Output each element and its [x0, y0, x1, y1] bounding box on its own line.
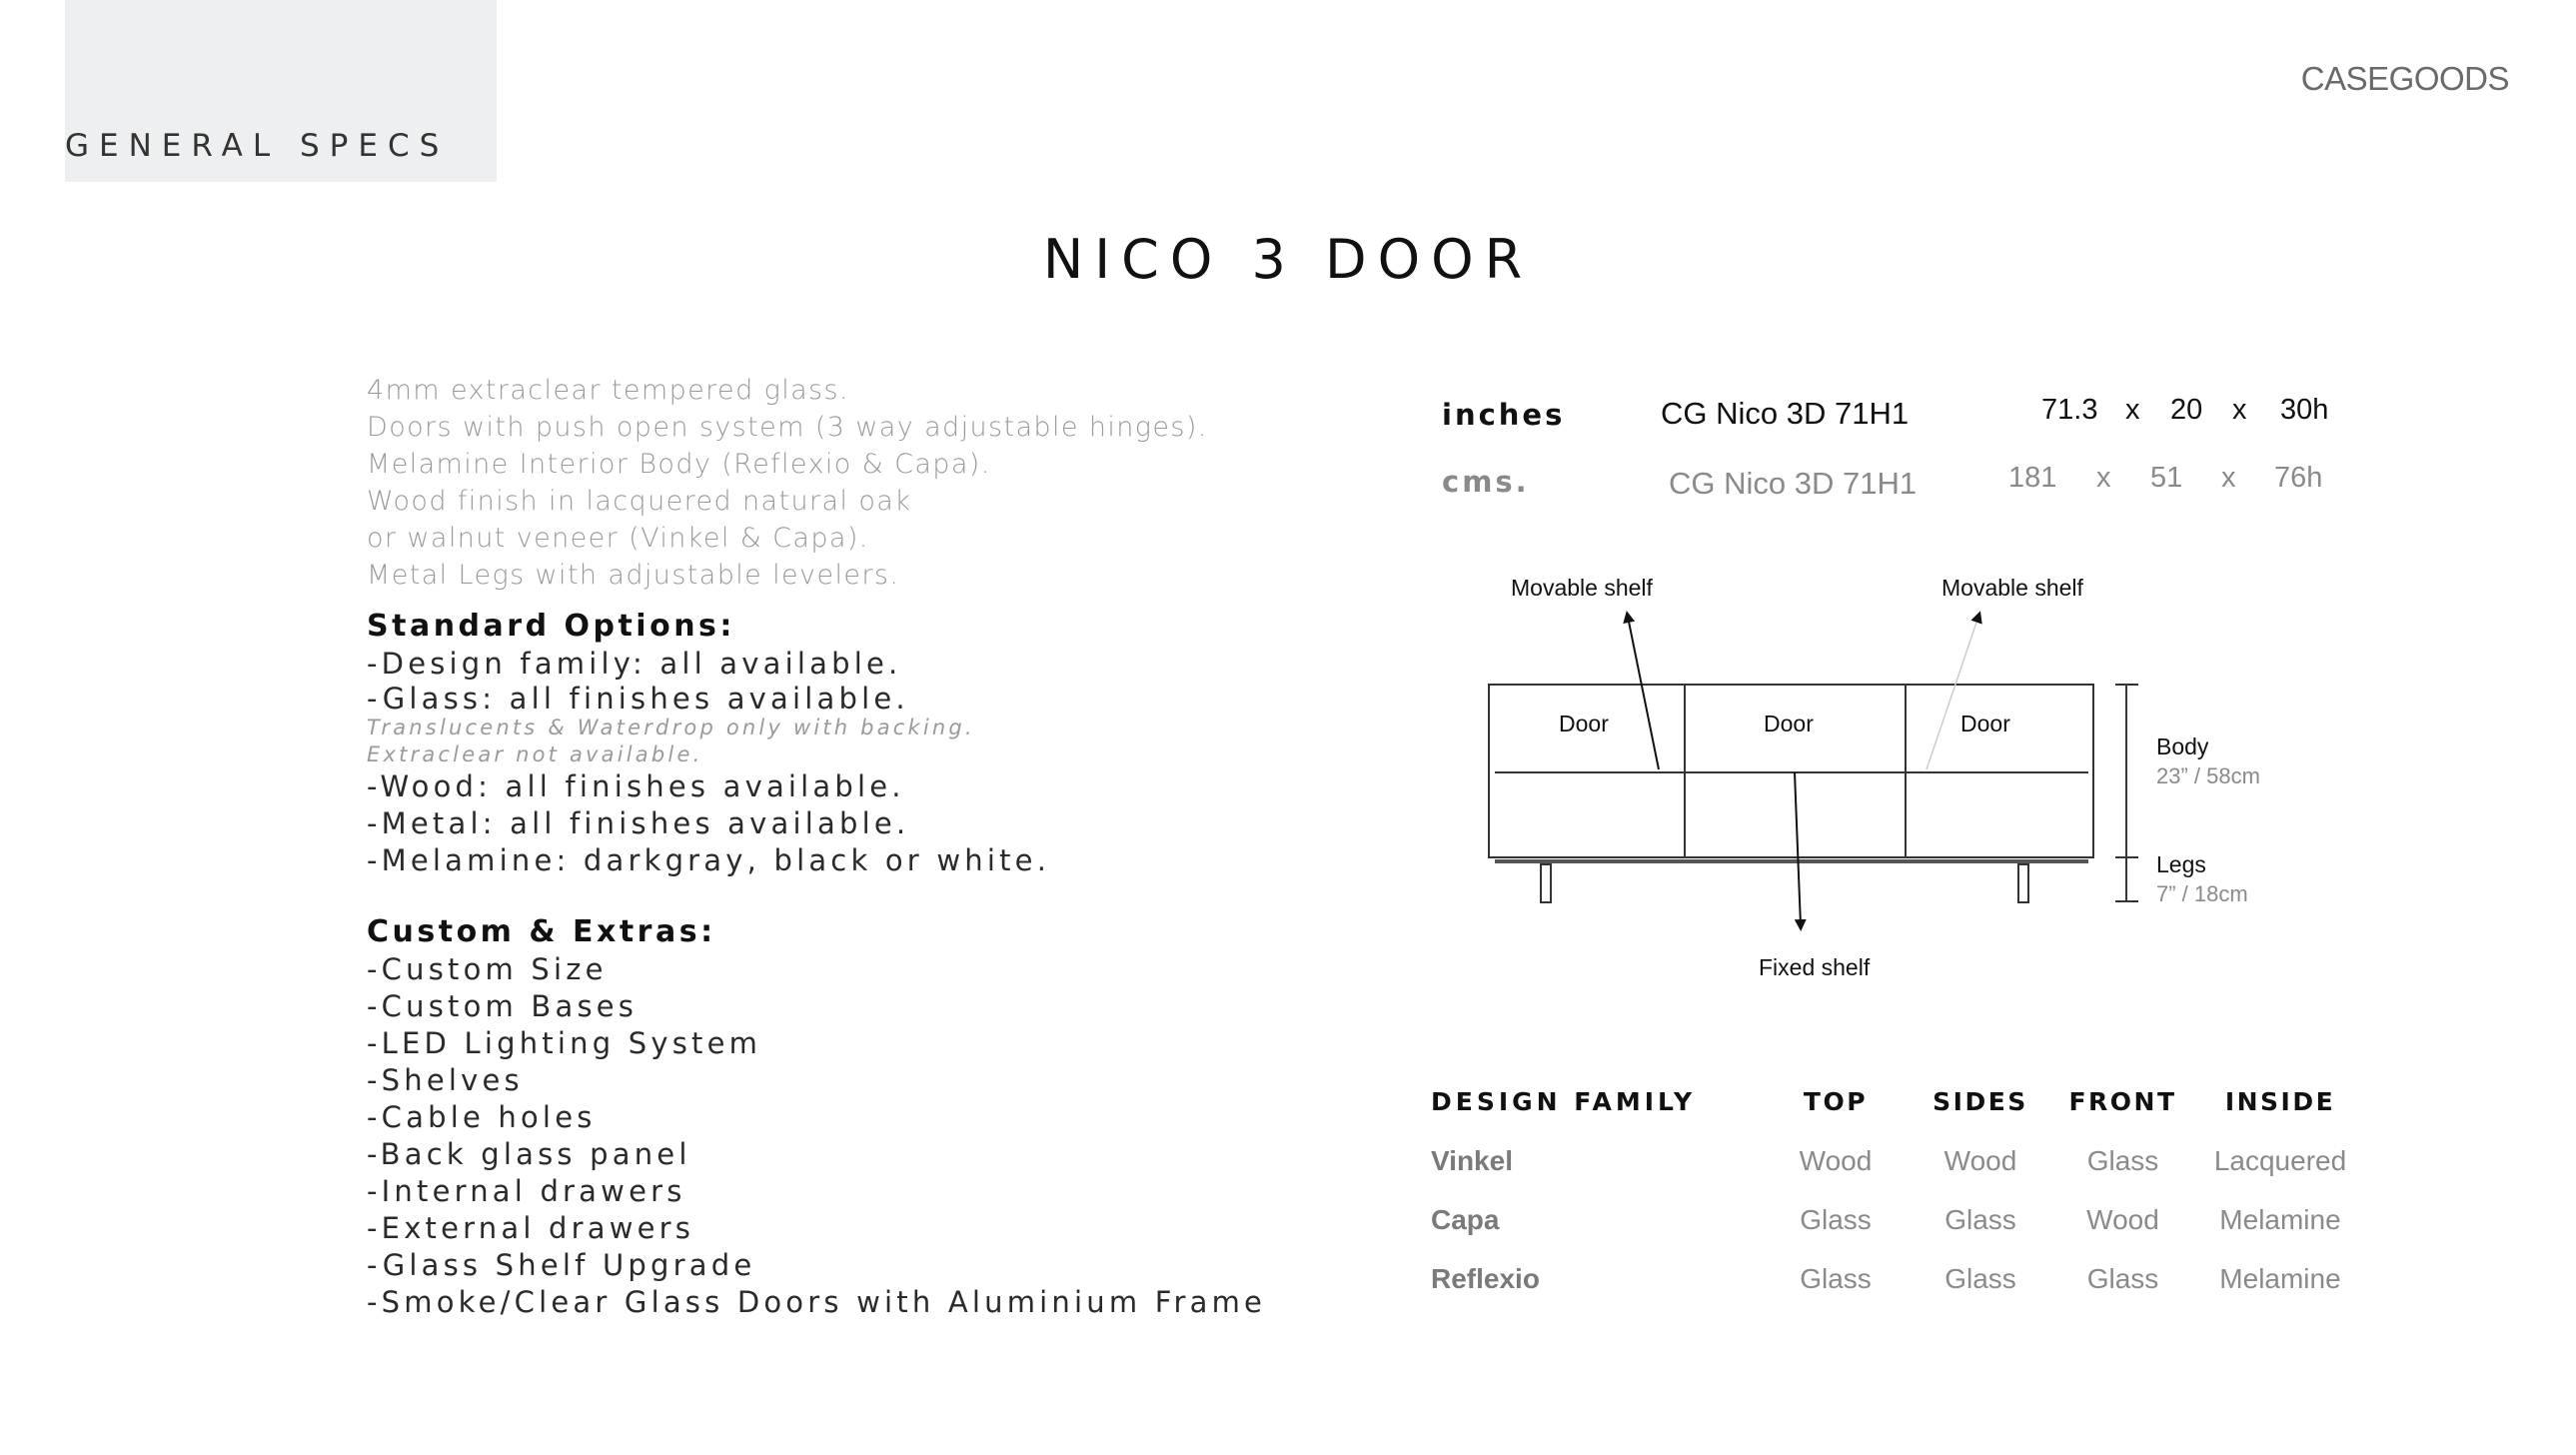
description-line: Wood finish in lacquered natural oak	[367, 486, 912, 517]
model-code-cms: CG Nico 3D 71H1	[1669, 466, 1918, 501]
movable-shelf-right-label: Movable shelf	[1941, 575, 2083, 601]
specs-column	[367, 372, 1366, 1321]
design-family-table	[1431, 1077, 2365, 1308]
table-header-row	[1431, 1077, 2365, 1131]
body-label: Body	[2156, 733, 2209, 759]
column-header: TOP	[1803, 1086, 1869, 1116]
extra-item: -Smoke/Clear Glass Doors with Aluminium Frame	[367, 1285, 1267, 1319]
table-cell: Wood	[1943, 1144, 2017, 1176]
width-cms: 181	[2008, 462, 2057, 494]
extra-item: -Custom Size	[367, 952, 608, 986]
column-header: FRONT	[2068, 1086, 2177, 1116]
table-cell: Glass	[2086, 1262, 2159, 1294]
movable-shelf-left-arrow	[1628, 617, 1659, 769]
table-cell: Wood	[1799, 1144, 1873, 1176]
custom-extras-block	[367, 913, 1366, 1321]
table-cell: Lacquered	[2213, 1144, 2347, 1176]
legs-label: Legs	[2156, 851, 2206, 877]
extra-item: -Cable holes	[367, 1100, 597, 1134]
family-name: Reflexio	[1431, 1262, 1540, 1294]
description-line: 4mm extraclear tempered glass.	[367, 375, 849, 406]
glass-note: Extraclear not available.	[367, 742, 703, 766]
table-cell: Melamine	[2219, 1262, 2341, 1294]
standard-options-block	[367, 608, 1366, 879]
custom-extras-heading: Custom & Extras:	[367, 914, 716, 949]
table-cell: Glass	[1944, 1203, 2016, 1235]
depth-inches: 20	[2170, 394, 2203, 426]
table-cell: Glass	[1800, 1262, 1872, 1294]
dimension-separator: x	[2096, 462, 2111, 494]
door-label: Door	[1960, 711, 2010, 736]
table-row	[1431, 1190, 2365, 1249]
model-code-inches: CG Nico 3D 71H1	[1661, 396, 1910, 431]
extra-item: -Custom Bases	[367, 989, 639, 1023]
leg	[1541, 864, 1551, 902]
width-inches: 71.3	[2041, 394, 2098, 426]
legs-size: 7” / 18cm	[2156, 881, 2248, 906]
unit-label-cms: cms.	[1442, 465, 1530, 499]
section-tag: GENERAL SPECS	[65, 128, 450, 164]
column-header: SIDES	[1932, 1086, 2028, 1116]
door-label: Door	[1559, 711, 1609, 736]
table-cell: Glass	[1800, 1203, 1872, 1235]
height-inches: 30h	[2280, 394, 2329, 426]
option-metal: -Metal: all finishes available.	[367, 806, 910, 840]
description-block	[367, 372, 1366, 594]
extra-item: -Shelves	[367, 1063, 524, 1097]
table-cell: Glass	[1944, 1262, 2016, 1294]
family-name: Capa	[1431, 1203, 1500, 1235]
option-glass: -Glass: all finishes available.	[367, 682, 909, 716]
table-row	[1431, 1131, 2365, 1190]
description-line: Doors with push open system (3 way adjustable hinges).	[367, 412, 1208, 443]
table-cell: Glass	[2086, 1144, 2159, 1176]
option-melamine: -Melamine: darkgray, black or white.	[367, 843, 1051, 877]
standard-options-heading: Standard Options:	[367, 609, 735, 644]
table-row	[1431, 1249, 2365, 1308]
extra-item: -Internal drawers	[367, 1174, 686, 1208]
fixed-shelf-arrow	[1795, 772, 1801, 925]
table-cell: Wood	[2086, 1203, 2159, 1235]
body-size: 23” / 58cm	[2156, 763, 2260, 788]
depth-cms: 51	[2150, 462, 2183, 494]
dimension-separator: x	[2125, 394, 2140, 426]
category-label: CASEGOODS	[2300, 60, 2509, 97]
option-design-family: -Design family: all available.	[367, 647, 902, 681]
height-cms: 76h	[2274, 462, 2323, 494]
movable-shelf-left-label: Movable shelf	[1511, 575, 1653, 601]
column-header: DESIGN FAMILY	[1431, 1086, 1697, 1116]
door-label: Door	[1764, 711, 1814, 736]
description-line: Metal Legs with adjustable levelers.	[367, 560, 900, 591]
extra-item: -External drawers	[367, 1211, 695, 1245]
extra-item: -Back glass panel	[367, 1137, 691, 1171]
description-line: or walnut veneer (Vinkel & Capa).	[367, 523, 869, 554]
fixed-shelf-label: Fixed shelf	[1759, 954, 1871, 980]
table-cell: Melamine	[2219, 1203, 2341, 1235]
description-line: Melamine Interior Body (Reflexio & Capa).	[367, 449, 991, 480]
page-title: NICO 3 DOOR	[1042, 228, 1534, 291]
extra-item: -LED Lighting System	[367, 1026, 762, 1060]
extra-item: -Glass Shelf Upgrade	[367, 1248, 756, 1282]
glass-note: Translucents & Waterdrop only with backing.	[367, 716, 975, 739]
family-name: Vinkel	[1431, 1144, 1513, 1176]
dimension-separator: x	[2221, 462, 2236, 494]
unit-label-inches: inches	[1442, 398, 1566, 432]
cabinet-diagram	[1419, 560, 2318, 999]
option-wood: -Wood: all finishes available.	[367, 769, 905, 803]
movable-shelf-right-arrow	[1927, 617, 1978, 769]
column-header: INSIDE	[2224, 1086, 2336, 1116]
leg	[2018, 864, 2028, 902]
dimension-separator: x	[2232, 394, 2247, 426]
